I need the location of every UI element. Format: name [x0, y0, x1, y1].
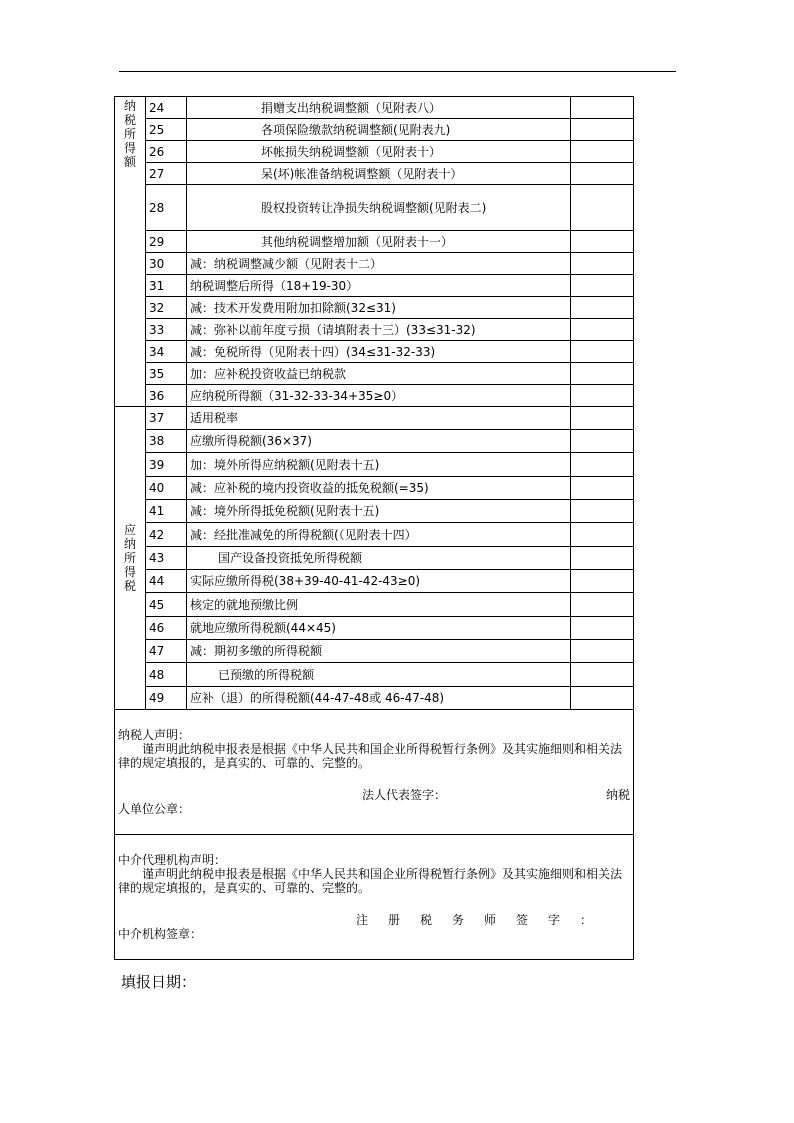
- amount-cell[interactable]: [571, 253, 634, 275]
- table-row: [115, 141, 634, 163]
- taxpayer-declaration-row: [115, 710, 634, 835]
- row-number: 38: [146, 430, 187, 453]
- row-number: 39: [146, 453, 187, 477]
- amount-cell[interactable]: [571, 407, 634, 430]
- row-number: 46: [146, 617, 187, 640]
- amount-cell[interactable]: [571, 547, 634, 570]
- amount-cell[interactable]: [571, 640, 634, 663]
- table-row: [115, 570, 634, 593]
- amount-cell[interactable]: [571, 477, 634, 500]
- row-number: 48: [146, 663, 187, 687]
- table-row: [115, 430, 634, 453]
- taxpayer-declaration-title: 纳税人声明：: [118, 728, 191, 742]
- taxpayer-seal-label-b: 人单位公章：: [118, 802, 191, 816]
- tax-return-table: [114, 96, 634, 960]
- amount-cell[interactable]: [571, 385, 634, 407]
- table-row: [115, 477, 634, 500]
- row-number: 47: [146, 640, 187, 663]
- row-number: 30: [146, 253, 187, 275]
- row-description: 加：境外所得应纳税额(见附表十五): [187, 453, 571, 477]
- taxpayer-declaration-body: 谨声明此纳税申报表是根据《中华人民共和国企业所得税暂行条例》及其实施细则和相关法律的规定填报的，是真实的、可靠的、完整的。: [118, 742, 623, 770]
- row-number: 28: [146, 185, 187, 231]
- table-row: [115, 453, 634, 477]
- row-description: 捐赠支出纳税调整额（见附表八）: [187, 97, 571, 119]
- table-row: [115, 341, 634, 363]
- agent-declaration: [115, 835, 634, 960]
- row-description: 就地应缴所得税额(44×45): [187, 617, 571, 640]
- amount-cell[interactable]: [571, 523, 634, 547]
- table-row: [115, 97, 634, 119]
- row-description: 已预缴的所得税额: [187, 663, 571, 687]
- amount-cell[interactable]: [571, 119, 634, 141]
- table-row: [115, 385, 634, 407]
- group-label-tax: [115, 407, 146, 710]
- taxpayer-sign-row: [118, 788, 630, 802]
- row-number: 37: [146, 407, 187, 430]
- row-description: 减：技术开发费用附加扣除额(32≤31): [187, 297, 571, 319]
- row-description: 减：纳税调整减少额（见附表十二）: [187, 253, 571, 275]
- row-number: 32: [146, 297, 187, 319]
- row-description: 国产设备投资抵免所得税额: [187, 547, 571, 570]
- cpa-signature-label: 注册税务师签字：: [356, 913, 613, 927]
- group-label-income: [115, 97, 146, 407]
- table-row: [115, 593, 634, 617]
- row-number: 44: [146, 570, 187, 593]
- amount-cell[interactable]: [571, 275, 634, 297]
- table-row: [115, 500, 634, 523]
- amount-cell[interactable]: [571, 231, 634, 253]
- amount-cell[interactable]: [571, 341, 634, 363]
- row-number: 25: [146, 119, 187, 141]
- row-description: 坏帐损失纳税调整额（见附表十）: [187, 141, 571, 163]
- row-description: 减：弥补以前年度亏损（请填附表十三）(33≤31-32): [187, 319, 571, 341]
- amount-cell[interactable]: [571, 500, 634, 523]
- table-row: [115, 253, 634, 275]
- row-number: 41: [146, 500, 187, 523]
- row-number: 49: [146, 687, 187, 710]
- row-description: 实际应缴所得税(38+39-40-41-42-43≥0): [187, 570, 571, 593]
- group-label-income-text: 纳税所得额: [123, 99, 136, 169]
- fill-date-label: 填报日期：: [121, 973, 197, 991]
- table-row: [115, 231, 634, 253]
- row-description: 核定的就地预缴比例: [187, 593, 571, 617]
- row-number: 36: [146, 385, 187, 407]
- table-row: [115, 319, 634, 341]
- row-description: 应纳税所得额（31-32-33-34+35≥0）: [187, 385, 571, 407]
- table-row: [115, 640, 634, 663]
- row-description: 其他纳税调整增加额（见附表十一）: [187, 231, 571, 253]
- amount-cell[interactable]: [571, 297, 634, 319]
- row-description: 应缴所得税额(36×37): [187, 430, 571, 453]
- taxpayer-declaration: [115, 710, 634, 835]
- header-rule: [119, 71, 676, 72]
- row-number: 45: [146, 593, 187, 617]
- row-number: 24: [146, 97, 187, 119]
- table-row: [115, 119, 634, 141]
- table-row: [115, 547, 634, 570]
- agent-declaration-title: 中介代理机构声明：: [118, 853, 227, 867]
- amount-cell[interactable]: [571, 363, 634, 385]
- row-description: 减：免税所得（见附表十四）(34≤31-32-33): [187, 341, 571, 363]
- taxpayer-seal-label-a: 纳税: [605, 788, 630, 802]
- agent-seal-label: 中介机构签章：: [118, 927, 203, 941]
- legal-rep-signature-label: 法人代表签字：: [362, 788, 447, 802]
- table-row: [115, 297, 634, 319]
- table-row: [115, 617, 634, 640]
- group-label-tax-text: 应纳所得税: [123, 523, 136, 593]
- row-description: 股权投资转让净损失纳税调整额(见附表二): [187, 185, 571, 231]
- amount-cell[interactable]: [571, 163, 634, 185]
- amount-cell[interactable]: [571, 663, 634, 687]
- amount-cell[interactable]: [571, 570, 634, 593]
- row-number: 34: [146, 341, 187, 363]
- amount-cell[interactable]: [571, 141, 634, 163]
- table-row: [115, 687, 634, 710]
- row-number: 26: [146, 141, 187, 163]
- amount-cell[interactable]: [571, 617, 634, 640]
- amount-cell[interactable]: [571, 430, 634, 453]
- amount-cell[interactable]: [571, 319, 634, 341]
- row-number: 43: [146, 547, 187, 570]
- row-number: 42: [146, 523, 187, 547]
- table-row: [115, 663, 634, 687]
- amount-cell[interactable]: [571, 97, 634, 119]
- row-description: 减：期初多缴的所得税额: [187, 640, 571, 663]
- table-row: [115, 275, 634, 297]
- row-description: 纳税调整后所得（18+19-30）: [187, 275, 571, 297]
- agent-declaration-body: 谨声明此纳税申报表是根据《中华人民共和国企业所得税暂行条例》及其实施细则和相关法律的规定填报的，是真实的、可靠的、完整的。: [118, 867, 623, 895]
- table-row: [115, 185, 634, 231]
- row-number: 29: [146, 231, 187, 253]
- row-description: 减：境外所得抵免税额(见附表十五): [187, 500, 571, 523]
- table-row: [115, 523, 634, 547]
- amount-cell[interactable]: [571, 185, 634, 231]
- row-description: 加：应补税投资收益已纳税款: [187, 363, 571, 385]
- row-number: 35: [146, 363, 187, 385]
- row-description: 应补（退）的所得税额(44-47-48或 46-47-48): [187, 687, 571, 710]
- row-description: 各项保险缴款纳税调整额(见附表九): [187, 119, 571, 141]
- table-row: [115, 163, 634, 185]
- row-description: 减：经批准减免的所得税额(（见附表十四）: [187, 523, 571, 547]
- amount-cell[interactable]: [571, 687, 634, 710]
- row-number: 27: [146, 163, 187, 185]
- amount-cell[interactable]: [571, 453, 634, 477]
- row-number: 40: [146, 477, 187, 500]
- table-row: [115, 363, 634, 385]
- row-description: 适用税率: [187, 407, 571, 430]
- amount-cell[interactable]: [571, 593, 634, 617]
- row-description: 呆(坏)帐准备纳税调整额（见附表十）: [187, 163, 571, 185]
- row-number: 33: [146, 319, 187, 341]
- table-row: [115, 407, 634, 430]
- row-description: 减：应补税的境内投资收益的抵免税额(=35): [187, 477, 571, 500]
- agent-declaration-row: [115, 835, 634, 960]
- row-number: 31: [146, 275, 187, 297]
